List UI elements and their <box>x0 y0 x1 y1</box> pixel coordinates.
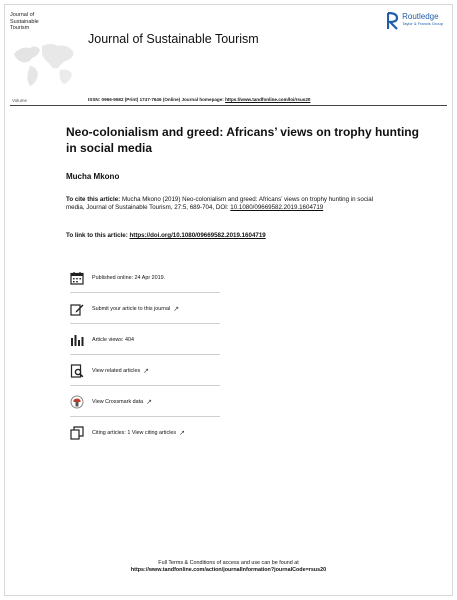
info-item-citing-articles[interactable] <box>70 417 220 448</box>
bar-chart-icon <box>70 333 84 347</box>
citation-block <box>66 196 386 212</box>
journal-homepage-link[interactable]: https://www.tandfonline.com/loi/rsus20 <box>225 97 311 102</box>
journal-title: Journal of Sustainable Tourism <box>88 32 259 46</box>
cite-text: Mucha Mkono (2019) Neo-colonialism and greed: Africans’ views on trophy hunting in social media, Journal of Sustainable Tourism, 27:5, 689-704, DOI: <box>66 196 374 212</box>
footer-terms-text: Full Terms & Conditions of access and use can be found at <box>158 560 299 566</box>
info-text: Article views: 404 <box>92 336 134 343</box>
volume-label: Volume <box>12 98 28 103</box>
article-info-list <box>70 262 220 448</box>
crossmark-icon <box>70 395 84 409</box>
copy-icon <box>70 426 84 440</box>
calendar-icon <box>70 271 84 285</box>
cite-doi-link[interactable]: 10.1080/09669582.2019.1604719 <box>230 204 324 212</box>
external-link-icon: ↗ <box>173 305 180 313</box>
external-link-icon: ↗ <box>179 429 185 437</box>
journal-name-small: Journal of Sustainable Tourism <box>10 12 39 31</box>
journal-cover <box>10 12 80 100</box>
external-link-icon: ↗ <box>143 367 150 375</box>
publisher-name: Routledge <box>402 12 439 21</box>
footer-journal-info-link[interactable]: https://www.tandfonline.com/action/journalInformation?journalCode=rsus20 <box>130 567 327 573</box>
info-text: Citing articles: 1 View citing articles <box>92 429 177 436</box>
issn-line <box>88 97 310 102</box>
article-link-line <box>66 232 266 239</box>
author-name: Mucha Mkono <box>66 172 120 181</box>
routledge-logo-icon <box>387 12 399 30</box>
info-item-article-views <box>70 324 220 355</box>
publisher-logo-block[interactable] <box>387 12 443 30</box>
search-document-icon <box>70 364 84 378</box>
info-item-submit-article[interactable] <box>70 293 220 324</box>
external-link-icon: ↗ <box>146 398 153 406</box>
info-item-crossmark[interactable] <box>70 386 220 417</box>
info-text: Published online: 24 Apr 2019. <box>92 274 166 281</box>
publisher-subtitle: Taylor & Francis Group <box>402 21 443 26</box>
world-map-graphic <box>10 34 88 94</box>
info-text: View related articles <box>92 367 141 374</box>
link-label: To link to this article: <box>66 232 130 239</box>
cite-label: To cite this article: <box>66 196 122 203</box>
footer <box>0 560 457 574</box>
article-doi-link[interactable]: https://doi.org/10.1080/09669582.2019.1604719 <box>129 232 266 239</box>
info-text: Submit your article to this journal <box>92 305 171 312</box>
issn-text: ISSN: 0966-9582 (Print) 1747-7646 (Online) Journal homepage: <box>88 97 226 102</box>
info-item-published <box>70 262 220 293</box>
header-rule <box>10 105 447 106</box>
edit-icon <box>70 302 84 316</box>
info-text: View Crossmark data <box>92 398 144 405</box>
article-title: Neo-colonialism and greed: Africans’ views on trophy hunting in social media <box>66 125 419 155</box>
info-item-related-articles[interactable] <box>70 355 220 386</box>
